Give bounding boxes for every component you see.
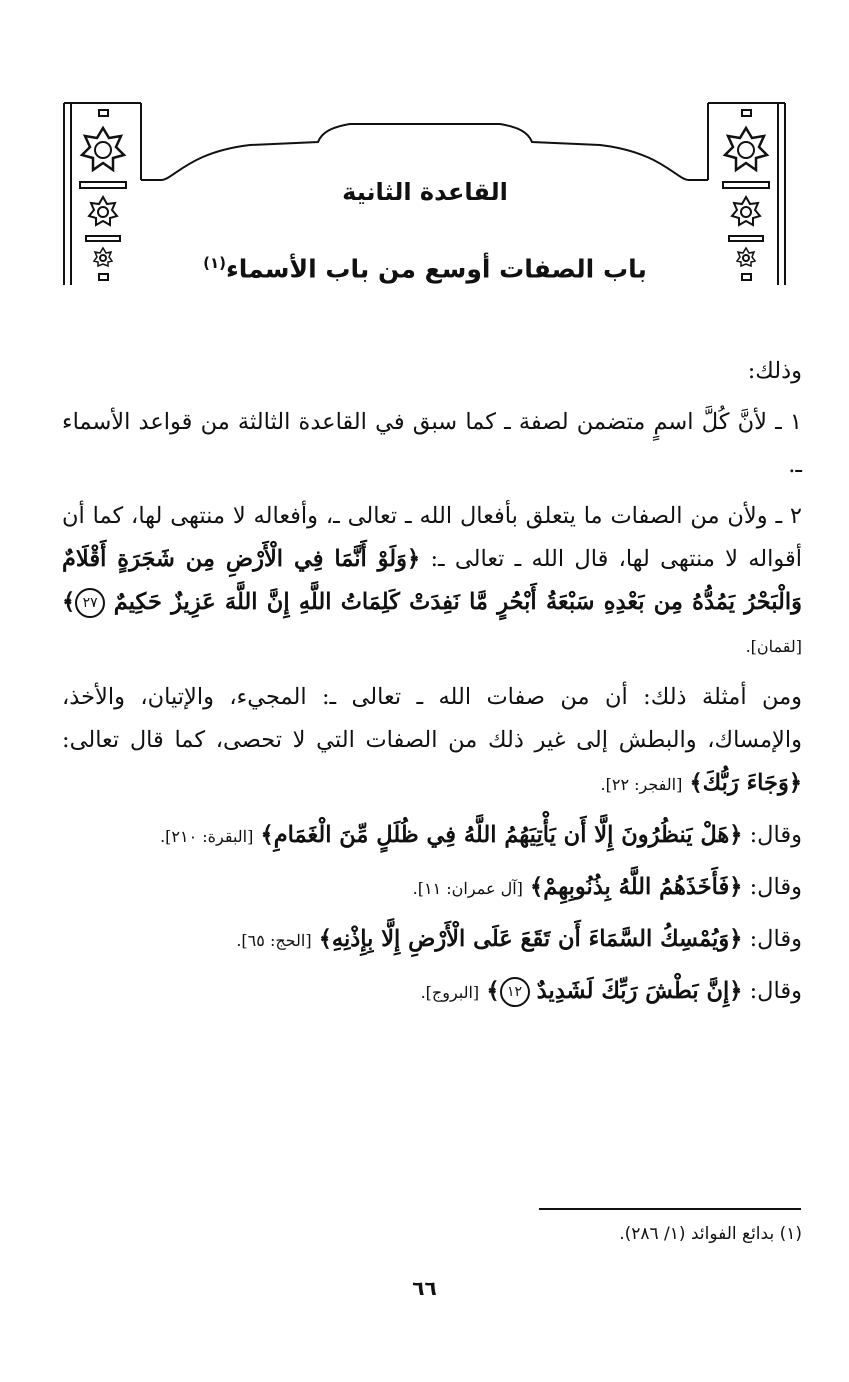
right-ornament [723, 110, 769, 280]
quote-prefix: وقال: [749, 874, 802, 900]
ayah-number-marker: ١٢ [500, 977, 530, 1007]
quran-verse-hajj: ﴿وَيُمْسِكُ السَّمَاءَ أَن تَقَعَ عَلَى الْأَرْضِ إِلَّا بِإِذْنِهِ﴾ [318, 926, 743, 952]
examples-text: ومن أمثلة ذلك: أن من صفات الله ـ تعالى ـ: المجيء، والإتيان، والأخذ، والإمساك، والبطش إلى غير ذلك من الصفات التي لا تحصى، كما قال تعالى: [62, 684, 802, 753]
body-text [62, 350, 802, 1022]
quote-prefix: وقال: [749, 978, 802, 1004]
verse-reference: [الحج: ٦٥]. [236, 931, 312, 950]
point-2 [62, 495, 802, 668]
quran-verse-fajr: ﴿وَجَاءَ رَبُّكَ﴾ [689, 770, 802, 796]
examples-paragraph [62, 676, 802, 806]
verse-close-bracket: ﴾ [62, 589, 76, 615]
quran-verse-baqarah: ﴿هَلْ يَنظُرُونَ إِلَّا أَن يَأْتِيَهُمُ اللَّهُ فِي ظُلَلٍ مِّنَ الْغَمَامِ﴾ [260, 822, 743, 848]
point-1: ١ ـ لأنَّ كُلَّ اسمٍ متضمن لصفة ـ كما سبق في القاعدة الثالثة من قواعد الأسماء ـ. [62, 409, 802, 478]
quote-1 [62, 814, 802, 858]
quote-prefix: وقال: [749, 926, 802, 952]
footnote-divider [539, 1208, 801, 1210]
footnote-marker[interactable]: (١) [203, 254, 226, 272]
chapter-title: القاعدة الثانية [342, 178, 508, 206]
quran-verse-aal-imran: ﴿فَأَخَذَهُمُ اللَّهُ بِذُنُوبِهِمْ﴾ [530, 874, 743, 900]
verse-reference: [آل عمران: ١١]. [412, 879, 523, 898]
point-2-text: ٢ ـ ولأن من الصفات ما يتعلق بأفعال الله ـ تعالى ـ، وأفعاله لا منتهى لها، كما أن أقواله لا منتهى لها، قال الله ـ تعالى ـ: [62, 503, 803, 572]
ayah-number-marker: ٢٧ [75, 588, 105, 618]
verse-reference: [لقمان]. [745, 637, 802, 656]
verse-close-bracket: ﴾ [486, 978, 500, 1004]
quote-3 [62, 918, 802, 962]
quote-2 [62, 866, 802, 910]
quran-verse-buruj: ﴿إِنَّ بَطْشَ رَبِّكَ لَشَدِيدٌ [536, 978, 743, 1004]
quote-4 [62, 970, 802, 1014]
quran-verse-luqman: ﴿وَلَوْ أَنَّمَا فِي الْأَرْضِ مِن شَجَرَةٍ أَقْلَامٌ وَالْبَحْرُ يَمُدُّهُ مِن بَعْدِهِ سَبْعَةُ أَبْحُرٍ مَّا نَفِدَتْ كَلِمَاتُ اللَّهِ إِنَّ اللَّهَ عَزِيزٌ حَكِيمٌ [62, 546, 803, 615]
verse-reference: [البروج]. [420, 983, 480, 1002]
page-number: ٦٦ [412, 1276, 437, 1300]
rule-title [180, 254, 670, 283]
footnote: (١) بدائع الفوائد (١/ ٢٨٦). [619, 1224, 802, 1244]
rule-title-text: باب الصفات أوسع من باب الأسماء [226, 254, 647, 284]
verse-reference: [البقرة: ٢١٠]. [160, 827, 254, 846]
left-ornament [80, 110, 126, 280]
quote-prefix: وقال: [749, 822, 802, 848]
intro-line: وذلك: [747, 358, 802, 384]
verse-reference: [الفجر: ٢٢]. [600, 775, 683, 794]
